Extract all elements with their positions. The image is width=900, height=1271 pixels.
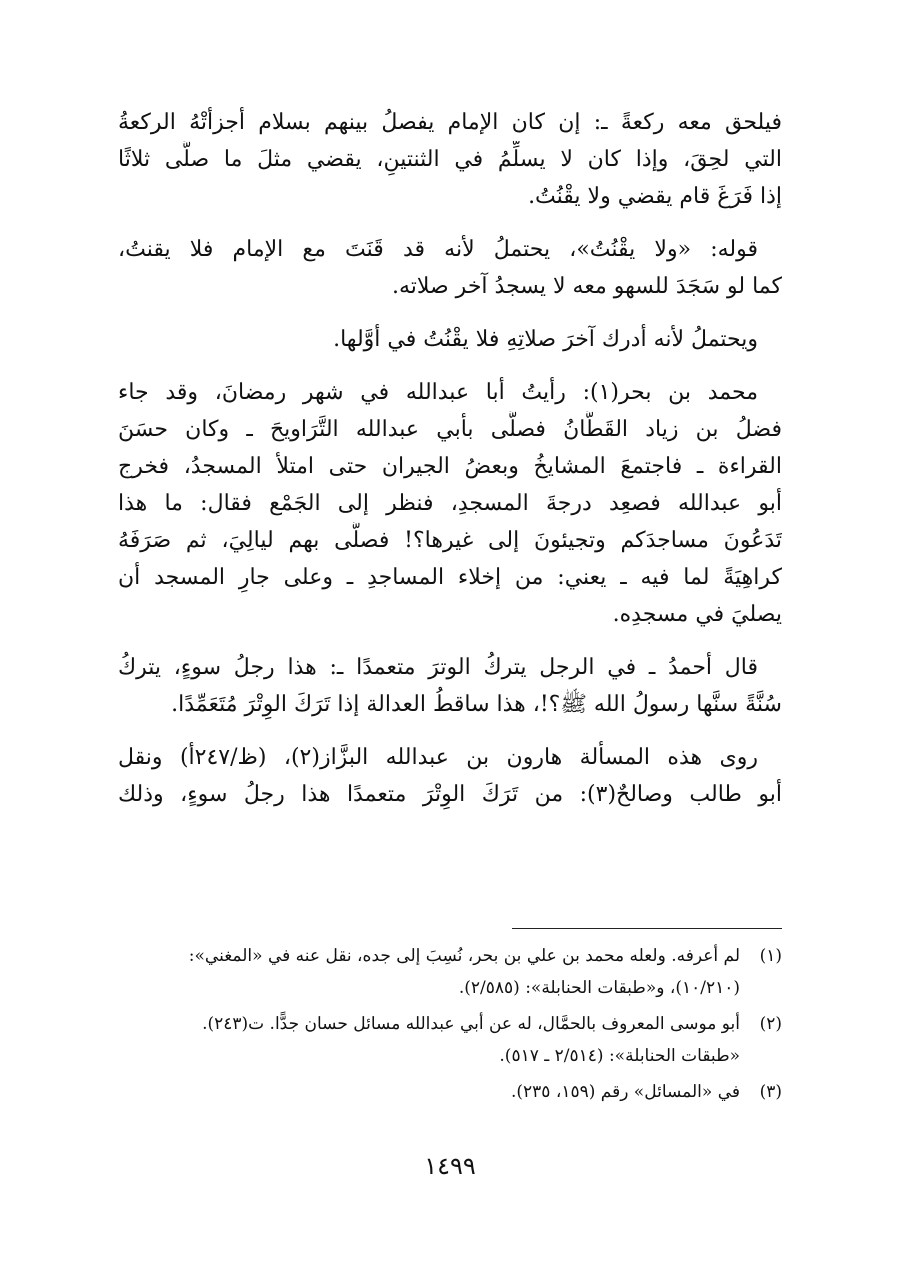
text-line: ويحتملُ لأنه أدرك آخرَ صلاتِهِ فلا يقْنُتُ في أوَّلها.	[333, 327, 758, 352]
paragraph-2	[118, 231, 782, 305]
footnote-number: (٣)	[759, 1082, 782, 1102]
footnote-2	[118, 1008, 782, 1072]
footnote-number: (٢)	[759, 1014, 782, 1034]
footnote-text	[118, 940, 740, 1004]
text-line: إذا فَرَغَ قام يقضي ولا يقْنُتُ.	[528, 184, 782, 209]
footnote-line: لم أعرفه. ولعله محمد بن علي بن بحر، نُسِبَ إلى جده، نقل عنه في «المغني»:	[188, 946, 740, 966]
paragraph-4	[118, 374, 782, 633]
text-line: التي لحِقَ، وإذا كان لا يسلِّمُ في الثنتينِ، يقضي مثلَ ما صلَّى ثلاثًا	[118, 147, 782, 172]
text-line: قال أحمدُ ـ في الرجل يتركُ الوترَ متعمدًا ـ: هذا رجلُ سوءٍ، يتركُ	[118, 655, 758, 680]
footnote-1	[118, 940, 782, 1004]
text-line: محمد بن بحر(١): رأيتُ أبا عبدالله في شهر رمضانَ، وقد جاء	[118, 380, 758, 405]
text-line: فضلُ بن زياد القَطَّانُ فصلَّى بأبي عبدالله التَّرَاويحَ ـ وكان حسَنَ	[118, 417, 782, 442]
text-line: أبو طالب وصالحٌ(٣): من تَرَكَ الوِتْرَ متعمدًا هذا رجلُ سوءٍ، وذلك	[118, 782, 782, 807]
page-number: ١٤٩٩	[424, 1152, 476, 1180]
text-line: روى هذه المسألة هارون بن عبدالله البزَّاز(٢)، (ظ/٢٤٧أ) ونقل	[118, 745, 758, 770]
paragraph-1	[118, 104, 782, 215]
text-line: القراءة ـ فاجتمعَ المشايخُ وبعضُ الجيران حتى امتلأ المسجدُ، فخرج	[118, 454, 782, 479]
footnote-line: «طبقات الحنابلة»: (٢/٥١٤ ـ ٥١٧).	[499, 1046, 740, 1066]
footnote-line: (١٠/٢١٠)، و«طبقات الحنابلة»: (٢/٥٨٥).	[458, 978, 740, 998]
text-line: كما لو سَجَدَ للسهو معه لا يسجدُ آخر صلاته.	[391, 274, 782, 299]
footnote-line: أبو موسى المعروف بالحمَّال، له عن أبي عبدالله مسائل حسان جدًّا. ت(٢٤٣).	[202, 1014, 740, 1034]
footnotes	[118, 940, 782, 1112]
paragraph-6	[118, 739, 782, 813]
footnote-separator	[512, 928, 782, 929]
text-line: فيلحق معه ركعةً ـ: إن كان الإمام يفصلُ بينهم بسلام أجزأتْهُ الركعةُ	[118, 110, 782, 135]
text-line: قوله: «ولا يقْنُتُ»، يحتملُ لأنه قد قَنَتَ مع الإمام فلا يقنتُ،	[118, 237, 758, 262]
text-line: أبو عبدالله فصعِد درجةَ المسجدِ، فنظر إلى الجَمْع فقال: ما هذا	[118, 491, 782, 516]
footnote-text	[118, 1008, 740, 1072]
paragraph-5	[118, 649, 782, 723]
footnote-3	[118, 1076, 782, 1108]
main-text	[118, 104, 782, 829]
footnote-number: (١)	[759, 946, 782, 966]
text-line: يصليَ في مسجدِه.	[612, 602, 782, 627]
text-line: كراهِيَةً لما فيه ـ يعني: من إخلاء المساجدِ ـ وعلى جارِ المسجد أن	[118, 565, 782, 590]
footnote-line: في «المسائل» رقم (١٥٩، ٢٣٥).	[510, 1082, 740, 1102]
paragraph-3	[118, 321, 782, 358]
text-line: سُنَّةً سنَّها رسولُ الله ﷺ؟!، هذا ساقطُ العدالة إذا تَرَكَ الوِتْرَ مُتَعَمِّدًا.	[171, 692, 782, 717]
text-line: تَدَعُونَ مساجدَكم وتجيئونَ إلى غيرها؟! فصلَّى بهم ليالِيَ، ثم صَرَفَهُ	[118, 528, 782, 553]
footnote-text	[118, 1076, 740, 1108]
